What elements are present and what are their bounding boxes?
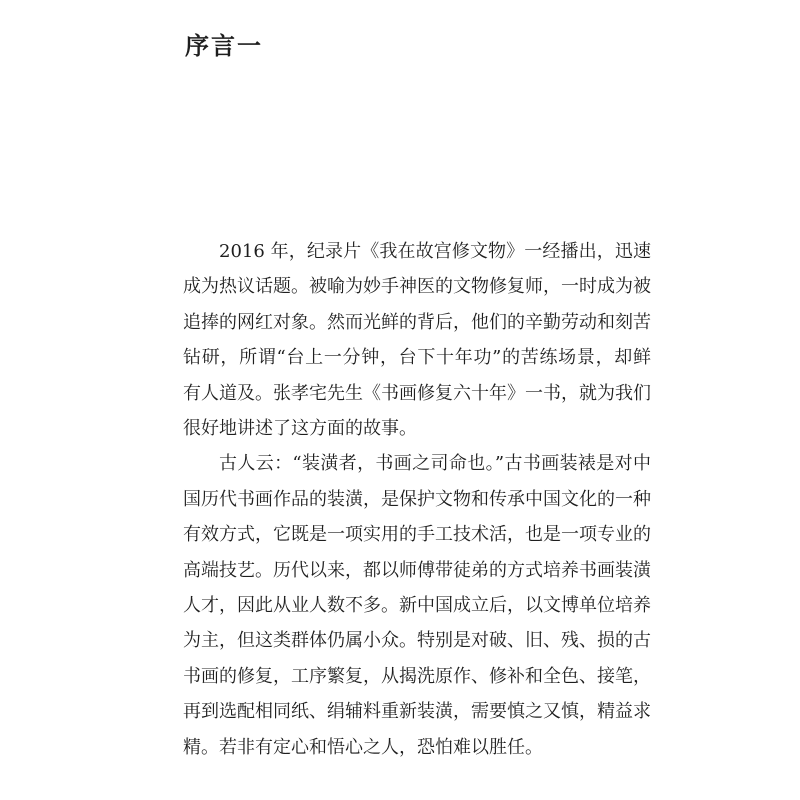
page-title: 序言一 <box>185 31 263 60</box>
paragraph-1: 2016 年，纪录片《我在故宫修文物》一经播出，迅速成为热议话题。被喻为妙手神医的文物修复师，一时成为被追捧的网红对象。然而光鲜的背后，他们的辛勤劳动和刻苦钻研，所谓“台上一分钟，台下十年功”的苦练场景，却鲜有人道及。张孝宅先生《书画修复六十年》一书，就为我们很好地讲述了这方面的故事。 <box>183 241 651 440</box>
text-block <box>183 234 651 765</box>
paragraph-2: 古人云：“装潢者，书画之司命也。”古书画装裱是对中国历代书画作品的装潢，是保护文物和传承中国文化的一种有效方式，它既是一项实用的手工技术活，也是一项专业的高端技艺。历代以来，都以师傅带徒弟的方式培养书画装潢人才，因此从业人数不多。新中国成立后，以文博单位培养为主，但这类群体仍属小众。特别是对破、旧、残、损的古书画的修复，工序繁复，从揭洗原作、修补和全色、接笔，再到选配相同纸、绢辅料重新装潢，需要慎之又慎，精益求精。若非有定心和悟心之人，恐怕难以胜任。 <box>183 453 651 758</box>
